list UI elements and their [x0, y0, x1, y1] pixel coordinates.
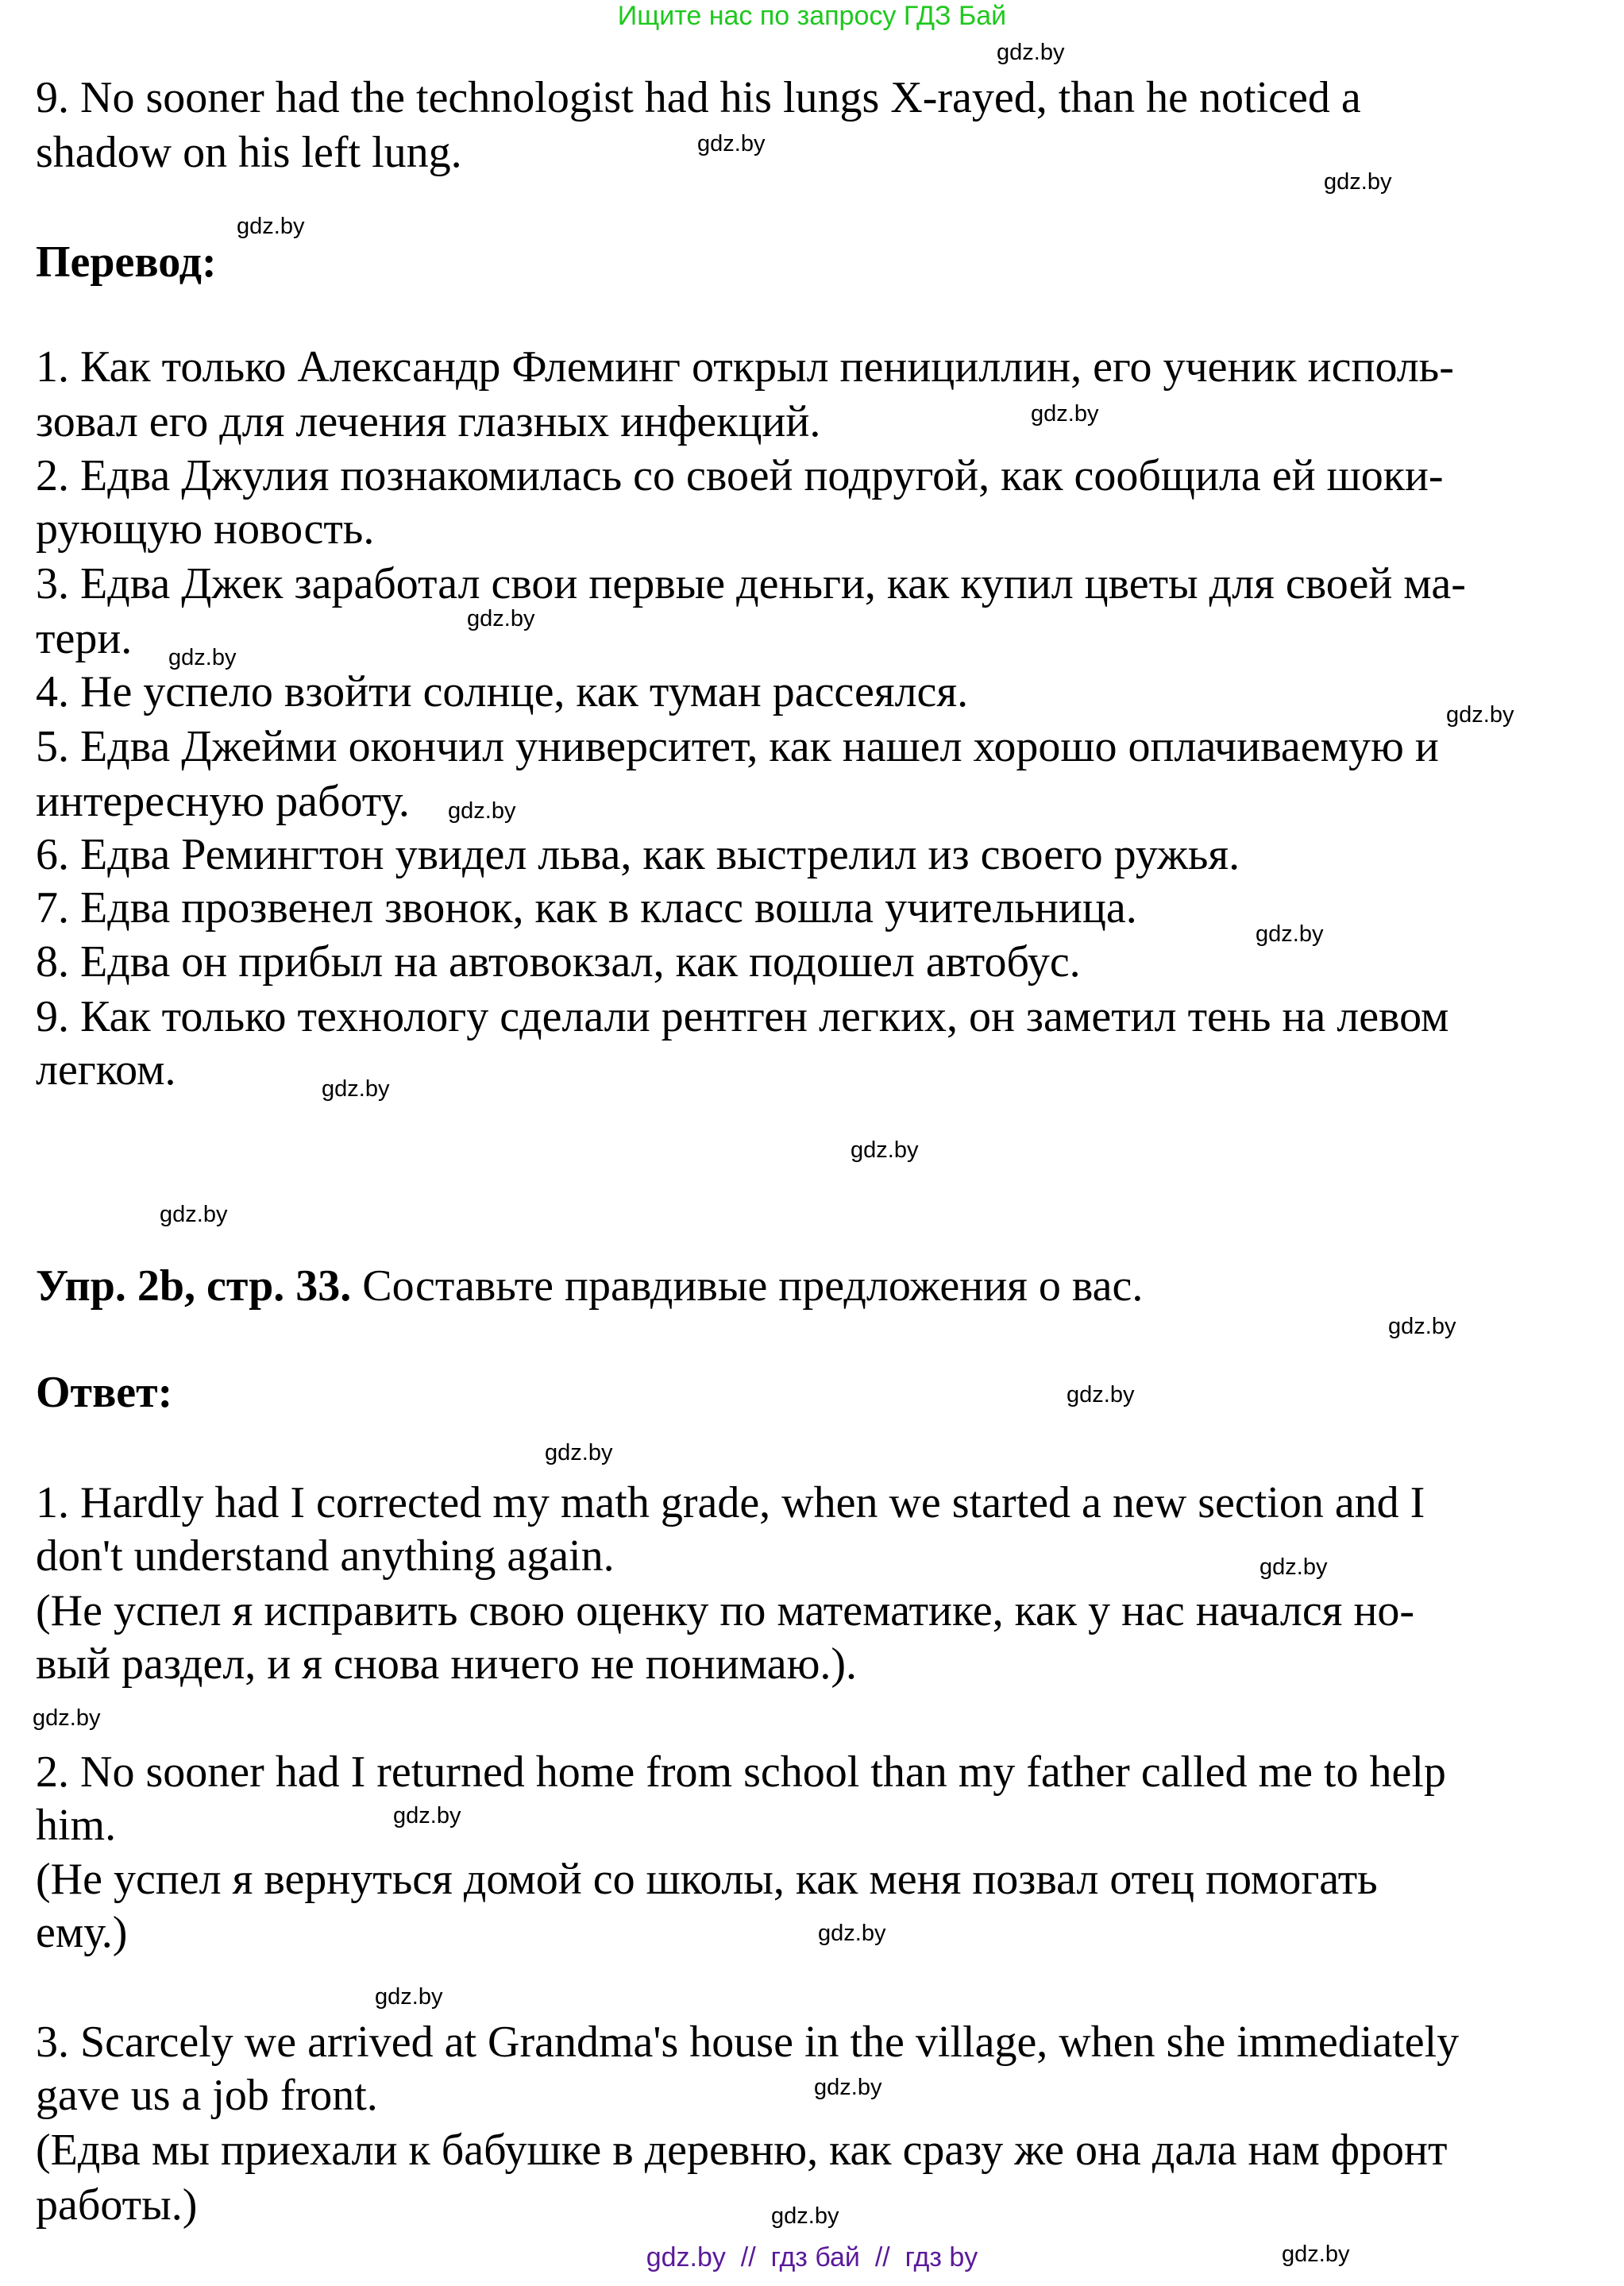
translation-line: 3. Едва Джек заработал свои первые деньги, как купил цветы для своей ма- [36, 559, 1466, 608]
translation-line: 2. Едва Джулия познакомилась со своей подругой, как сообщила ей шоки- [36, 451, 1444, 500]
translation-line: 5. Едва Джейми окончил университет, как нашел хорошо оплачиваемую и [36, 722, 1439, 771]
translation-line: легком. [36, 1045, 176, 1095]
watermark: gdz.by [1031, 401, 1099, 427]
watermark: gdz.by [1067, 1382, 1135, 1408]
exercise-task: Составьте правдивые предложения о вас. [351, 1261, 1144, 1311]
answer-line: don't understand anything again. [36, 1531, 615, 1581]
translation-line: 6. Едва Ремингтон увидел льва, как выстрелил из своего ружья. [36, 830, 1240, 879]
watermark: gdz.by [237, 214, 305, 239]
watermark: gdz.by [545, 1440, 613, 1465]
answer-line: (Едва мы приехали к бабушке в деревню, как сразу же она дала нам фронт [36, 2126, 1448, 2175]
watermark: gdz.by [33, 1705, 101, 1731]
watermark: gdz.by [814, 2075, 882, 2100]
answer-heading: Ответ: [36, 1368, 173, 1417]
intro-line: 9. No sooner had the technologist had his lungs X-rayed, than he noticed a [36, 73, 1361, 122]
watermark: gdz.by [851, 1137, 919, 1163]
watermark: gdz.by [322, 1076, 390, 1102]
translation-line: 4. Не успело взойти солнце, как туман рассеялся. [36, 667, 969, 716]
answer-line: him. [36, 1801, 117, 1850]
watermark: gdz.by [1324, 169, 1392, 195]
watermark: gdz.by [997, 40, 1065, 65]
translation-line: 8. Едва он прибыл на автовокзал, как подошел автобус. [36, 937, 1081, 987]
watermark: gdz.by [448, 798, 516, 824]
watermark: gdz.by [393, 1803, 461, 1828]
watermark: gdz.by [697, 131, 766, 156]
translation-line: тери. [36, 614, 133, 663]
translation-heading: Перевод: [36, 237, 217, 287]
translation-line: 9. Как только технологу сделали рентген легких, он заметил тень на левом [36, 992, 1449, 1041]
answer-line: 2. No sooner had I returned home from school than my father called me to help [36, 1747, 1446, 1797]
watermark: gdz.by [771, 2203, 839, 2229]
translation-line: 7. Едва прозвенел звонок, как в класс вошла учительница. [36, 883, 1137, 933]
translation-line: 1. Как только Александр Флеминг открыл пенициллин, его ученик исполь- [36, 342, 1454, 392]
watermark: gdz.by [160, 1202, 228, 1227]
search-banner[interactable]: Ищите нас по запросу ГДЗ Бай [617, 1, 1007, 31]
watermark: gdz.by [1282, 2242, 1350, 2267]
watermark: gdz.by [1256, 921, 1324, 947]
answer-line: 3. Scarcely we arrived at Grandma's house in the village, when she immediately [36, 2018, 1460, 2067]
exercise-title [36, 1259, 1143, 1313]
watermark: gdz.by [1259, 1554, 1328, 1580]
watermark: gdz.by [467, 606, 535, 631]
answer-line: работы.) [36, 2180, 198, 2230]
watermark: gdz.by [375, 1984, 443, 2010]
footer-links[interactable]: gdz.by // гдз бай // гдз by [646, 2242, 978, 2272]
exercise-label: Упр. 2b, стр. 33. [36, 1261, 352, 1311]
answer-line: (Не успел я вернуться домой со школы, как меня позвал отец помогать [36, 1855, 1378, 1904]
watermark: gdz.by [1388, 1314, 1456, 1339]
answer-line: gave us a job front. [36, 2071, 378, 2120]
translation-line: интересную работу. [36, 777, 410, 826]
watermark: gdz.by [168, 645, 237, 670]
watermark: gdz.by [818, 1921, 886, 1946]
answer-line: ему.) [36, 1908, 128, 1957]
translation-line: зовал его для лечения глазных инфекций. [36, 397, 821, 446]
answer-line: (Не успел я исправить свою оценку по математике, как у нас начался но- [36, 1586, 1415, 1635]
intro-line: shadow on his left lung. [36, 128, 462, 177]
answer-line: 1. Hardly had I corrected my math grade, when we started a new section and I [36, 1478, 1425, 1527]
translation-line: рующую новость. [36, 504, 375, 554]
watermark: gdz.by [1446, 702, 1514, 728]
answer-line: вый раздел, и я снова ничего не понимаю.). [36, 1639, 858, 1689]
